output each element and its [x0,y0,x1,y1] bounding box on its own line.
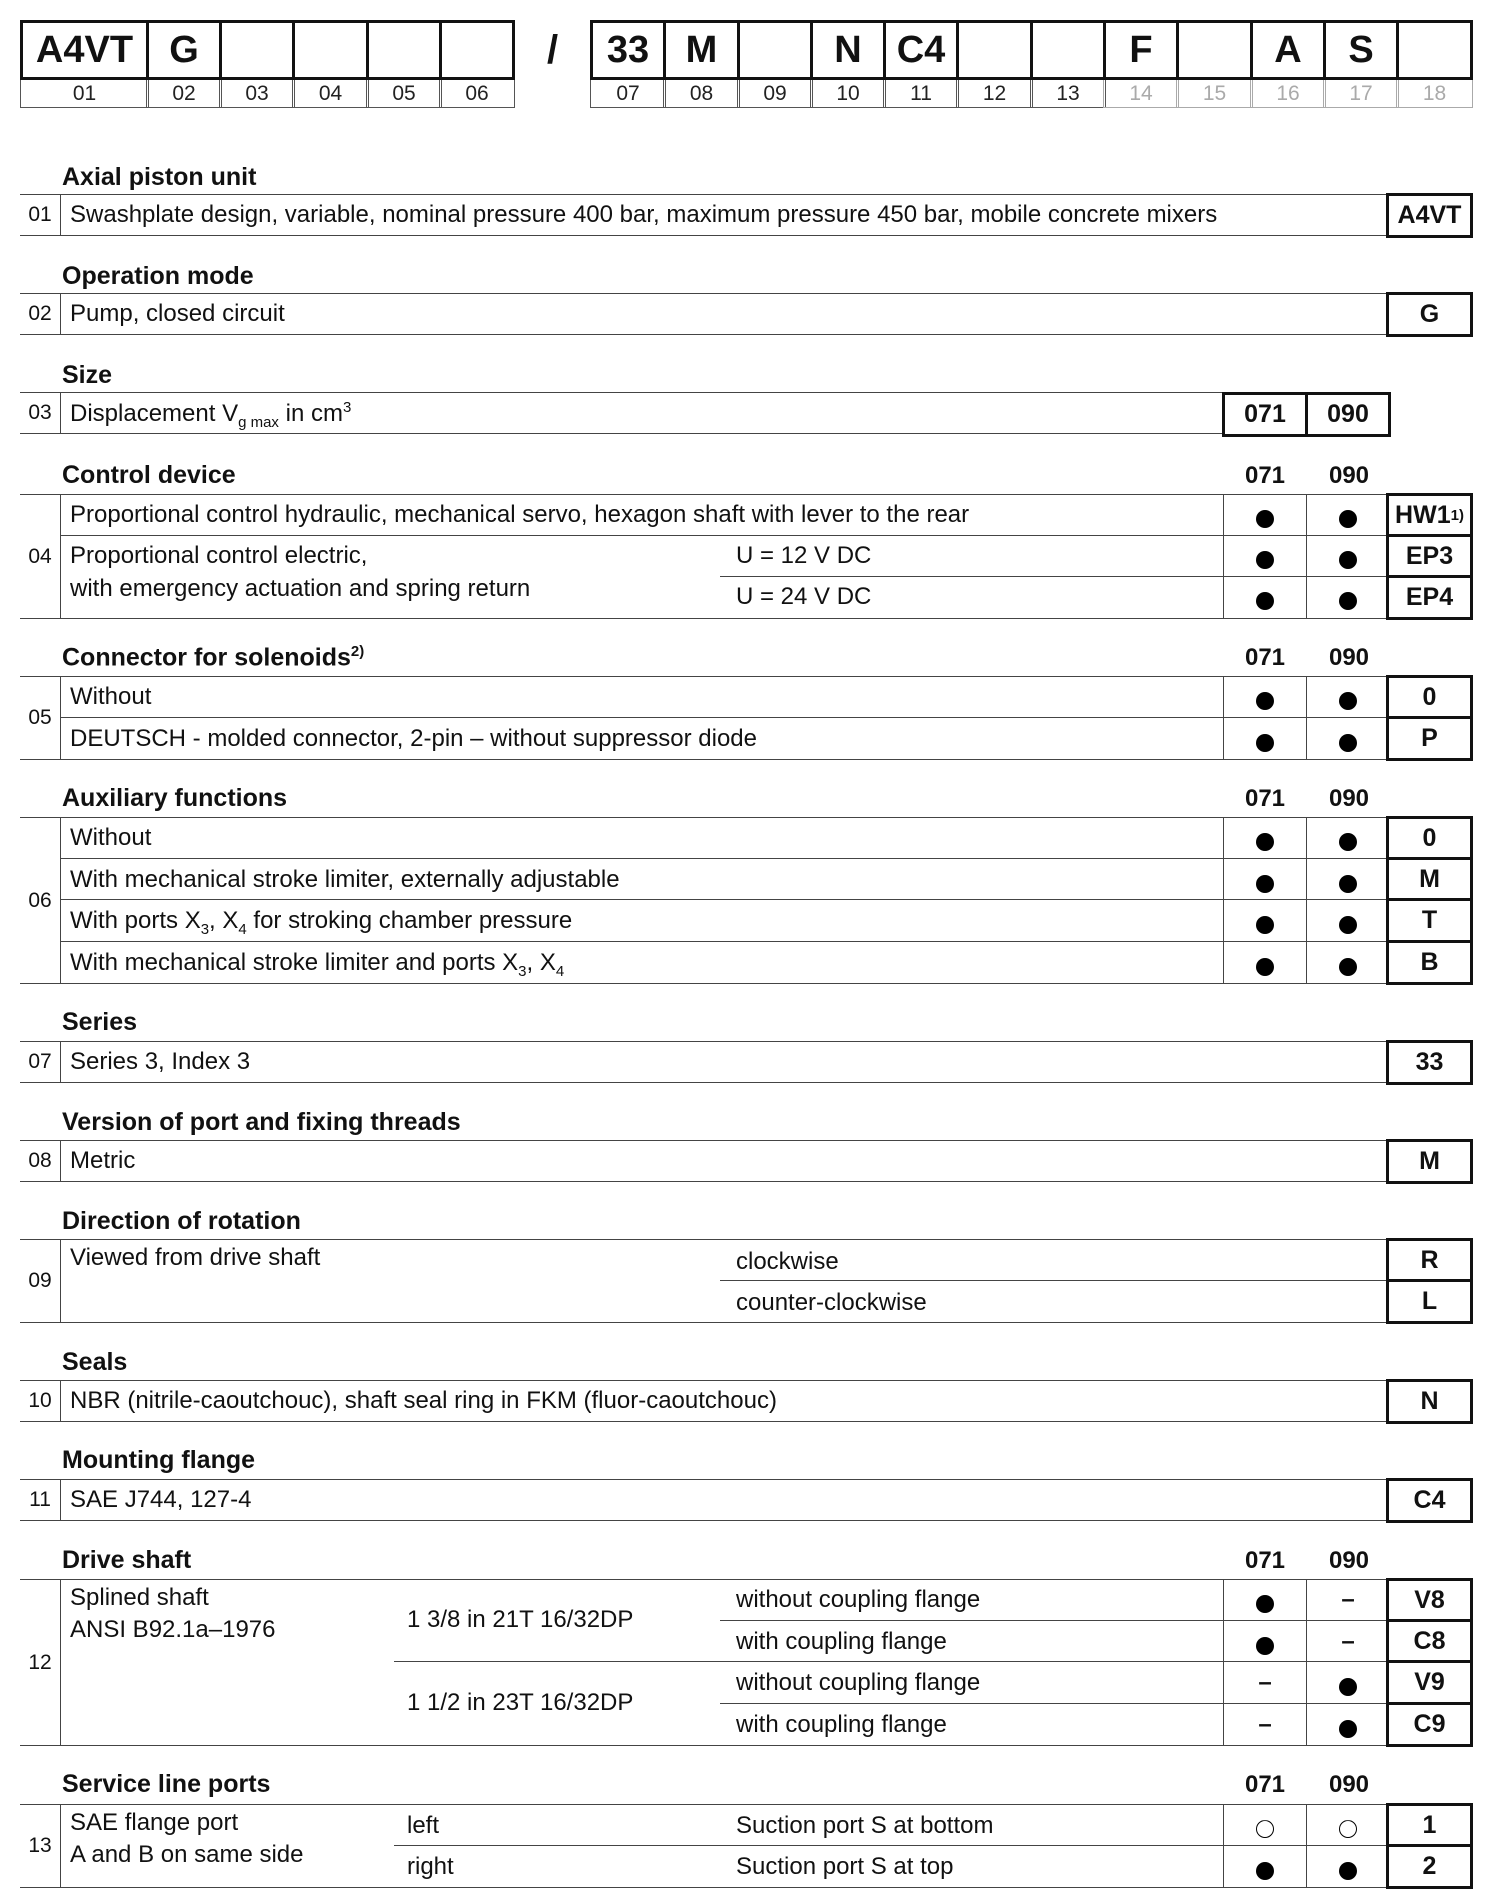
availability-dot [1307,828,1389,854]
availability-dot [1224,911,1306,937]
option-text: Swashplate design, variable, nominal pressure 400 bar, maximum pressure 450 bar, mobile concrete mixers [70,201,1218,228]
availability-dot [1224,587,1306,613]
column-header-071: 071 [1244,644,1286,671]
option-text: Displacement $V_{g max}$ in $cm^3$ [70,399,352,431]
code-box: T [1386,898,1473,943]
section-index: 04 [20,495,61,618]
optional-circle [1224,1815,1306,1841]
voltage-text: U = 24 V DC [736,583,872,610]
side-text: left [407,1812,440,1839]
section-index: 03 [20,393,61,433]
availability-dot [1224,505,1306,531]
section-title-service-line-ports: Service line ports [62,1770,271,1798]
type-code-box-09 [737,20,813,80]
type-code-box-15 [1176,20,1253,80]
section-title-auxiliary-functions: Auxiliary functions [62,784,288,812]
code-box: M [1386,1139,1473,1184]
size-box-090: 090 [1305,392,1391,437]
option-text: ANSI B92.1a–1976 [70,1616,276,1643]
option-text: With ports $X_3$, $X_4$ for stroking chamber pressure [70,907,573,938]
section-02-table [20,293,1473,335]
column-header-090: 090 [1328,644,1370,671]
availability-dot [1307,870,1389,896]
section-13-table [20,1804,1473,1888]
section-12-table [20,1579,1473,1746]
column-header-090: 090 [1328,462,1370,489]
availability-dot [1307,911,1389,937]
code-box: 33 [1386,1040,1473,1085]
type-code-box-11: C4 [883,20,959,80]
section-06-table [20,817,1473,984]
availability-dot [1307,546,1389,572]
voltage-text: U = 12 V DC [736,542,872,569]
option-text: A and B on same side [70,1841,304,1868]
section-title-size: Size [62,361,113,389]
option-text: NBR (nitrile-caoutchouc), shaft seal ring in FKM (fluor-caoutchouc) [70,1387,777,1414]
section-title-operation-mode: Operation mode [62,262,254,290]
type-code-num-02: 02 [146,80,222,108]
code-box: A4VT [1386,193,1473,238]
option-text: with coupling flange [736,1711,947,1738]
spline-spec: 1 3/8 in 21T 16/32DP [407,1606,634,1633]
code-box: B [1386,940,1473,985]
type-code-box-01: A4VT [20,20,149,80]
availability-dot [1224,1632,1306,1658]
availability-dot [1224,1857,1306,1883]
type-code-num-10: 10 [810,80,886,108]
section-index: 06 [20,818,61,983]
option-text: SAE J744, 127-4 [70,1486,252,1513]
option-text: without coupling flange [736,1669,981,1696]
type-code-num-12: 12 [956,80,1033,108]
code-box: 1 [1386,1803,1473,1847]
code-box: C4 [1386,1478,1473,1523]
type-code-num-07: 07 [590,80,666,108]
column-header-071: 071 [1244,1547,1286,1574]
type-code-box-12 [956,20,1033,80]
availability-dot [1224,687,1306,713]
section-title-series: Series [62,1008,138,1036]
option-text: Pump, closed circuit [70,300,285,327]
type-code-box-03 [219,20,295,80]
column-header-071: 071 [1244,462,1286,489]
code-box: 2 [1386,1844,1473,1889]
code-box: EP3 [1386,534,1473,578]
column-header-071: 071 [1244,785,1286,812]
option-text: With mechanical stroke limiter and ports $X_3$, $X_4$ [70,949,565,980]
type-code-box-17: S [1323,20,1399,80]
code-box: N [1386,1379,1473,1424]
availability-dot [1224,953,1306,979]
code-box: M [1386,857,1473,901]
code-box: 0 [1386,675,1473,719]
type-code-num-03: 03 [219,80,295,108]
code-box: R [1386,1238,1473,1282]
availability-dot [1307,1673,1389,1699]
type-code-num-05: 05 [366,80,442,108]
code-box: G [1386,292,1473,337]
availability-dot [1224,1590,1306,1616]
section-title-drive-shaft: Drive shaft [62,1546,192,1574]
type-code-num-14: 14 [1103,80,1179,108]
section-03-table [20,392,1390,434]
code-box: V8 [1386,1578,1473,1622]
code-box: EP4 [1386,575,1473,620]
availability-dot [1307,587,1389,613]
type-code-num-16: 16 [1250,80,1326,108]
type-code-num-06: 06 [439,80,515,108]
type-code-num-08: 08 [663,80,740,108]
section-index: 13 [20,1805,61,1887]
section-04-table [20,494,1473,619]
option-text: Series 3, Index 3 [70,1048,251,1075]
availability-dot [1224,870,1306,896]
availability-dot [1307,687,1389,713]
type-code-num-17: 17 [1323,80,1399,108]
code-box: L [1386,1279,1473,1324]
code-box: C9 [1386,1702,1473,1747]
code-box: V9 [1386,1660,1473,1705]
type-code-box-18 [1396,20,1473,80]
not-available-dash: – [1258,1669,1272,1696]
option-text: with emergency actuation and spring return [70,575,531,602]
section-title-connector: Connector for solenoids$^{2)}$ [62,643,365,672]
type-code-box-04 [292,20,369,80]
type-code-num-04: 04 [292,80,369,108]
column-header-090: 090 [1328,785,1370,812]
section-index: 11 [20,1480,61,1520]
type-code-box-10: N [810,20,886,80]
section-index: 07 [20,1042,61,1082]
section-index: 09 [20,1240,61,1322]
option-text: with coupling flange [736,1628,947,1655]
not-available-dash: – [1341,1586,1355,1613]
section-09-table [20,1239,1473,1323]
column-header-071: 071 [1244,1771,1286,1798]
section-title-mounting-flange: Mounting flange [62,1446,256,1474]
option-text: Suction port S at top [736,1853,954,1880]
section-title-port-version: Version of port and fixing threads [62,1108,461,1136]
availability-dot [1224,546,1306,572]
section-title-seals: Seals [62,1348,128,1376]
option-text: Splined shaft [70,1584,209,1611]
option-text: clockwise [736,1248,839,1275]
option-text: without coupling flange [736,1586,981,1613]
type-code-box-13 [1030,20,1106,80]
type-code-box-07: 33 [590,20,666,80]
code-box: 0 [1386,816,1473,860]
option-text: With mechanical stroke limiter, externally adjustable [70,866,620,893]
section-01-table [20,194,1473,236]
type-code-num-09: 09 [737,80,813,108]
section-index: 12 [20,1580,61,1745]
section-10-table [20,1380,1473,1422]
availability-dot [1224,729,1306,755]
section-index: 10 [20,1381,61,1421]
type-code-num-13: 13 [1030,80,1106,108]
section-index: 08 [20,1141,61,1181]
type-code-box-06 [439,20,515,80]
section-index: 02 [20,294,61,334]
type-code-num-01: 01 [20,80,149,108]
type-code-num-15: 15 [1176,80,1253,108]
option-text: DEUTSCH - molded connector, 2-pin – without suppressor diode [70,725,757,752]
section-08-table [20,1140,1473,1182]
column-header-090: 090 [1328,1547,1370,1574]
optional-circle [1307,1815,1389,1841]
option-text: SAE flange port [70,1809,239,1836]
availability-dot [1307,953,1389,979]
option-text: Proportional control hydraulic, mechanical servo, hexagon shaft with lever to the rear [70,501,970,528]
option-text: counter-clockwise [736,1289,927,1316]
availability-dot [1224,828,1306,854]
option-text: Without [70,824,152,851]
section-07-table [20,1041,1473,1083]
code-box: C8 [1386,1619,1473,1663]
type-code-box-02: G [146,20,222,80]
not-available-dash: – [1258,1711,1272,1738]
option-text: Without [70,683,152,710]
type-code-num-18: 18 [1396,80,1473,108]
section-title-control-device: Control device [62,461,236,489]
section-05-table [20,676,1473,760]
type-code-box-16: A [1250,20,1326,80]
section-title-rotation: Direction of rotation [62,1207,301,1235]
code-box: HW1 1) [1386,493,1473,537]
option-text: Metric [70,1147,136,1174]
code-box: P [1386,716,1473,761]
option-text: Viewed from drive shaft [70,1244,321,1271]
type-code-slash: / [546,27,559,72]
availability-dot [1307,1715,1389,1741]
column-header-090: 090 [1328,1771,1370,1798]
section-index: 05 [20,677,61,759]
spline-spec: 1 1/2 in 23T 16/32DP [407,1689,634,1716]
availability-dot [1307,729,1389,755]
section-index: 01 [20,195,61,235]
type-code-box-08: M [663,20,740,80]
type-code-num-11: 11 [883,80,959,108]
section-title-axial-piston-unit: Axial piston unit [62,163,257,191]
side-text: right [407,1853,454,1880]
option-text: Proportional control electric, [70,542,368,569]
option-text: Suction port S at bottom [736,1812,994,1839]
availability-dot [1307,505,1389,531]
availability-dot [1307,1857,1389,1883]
type-code-box-14: F [1103,20,1179,80]
not-available-dash: – [1341,1628,1355,1655]
type-code-box-05 [366,20,442,80]
size-box-071: 071 [1222,392,1308,437]
section-11-table [20,1479,1473,1521]
